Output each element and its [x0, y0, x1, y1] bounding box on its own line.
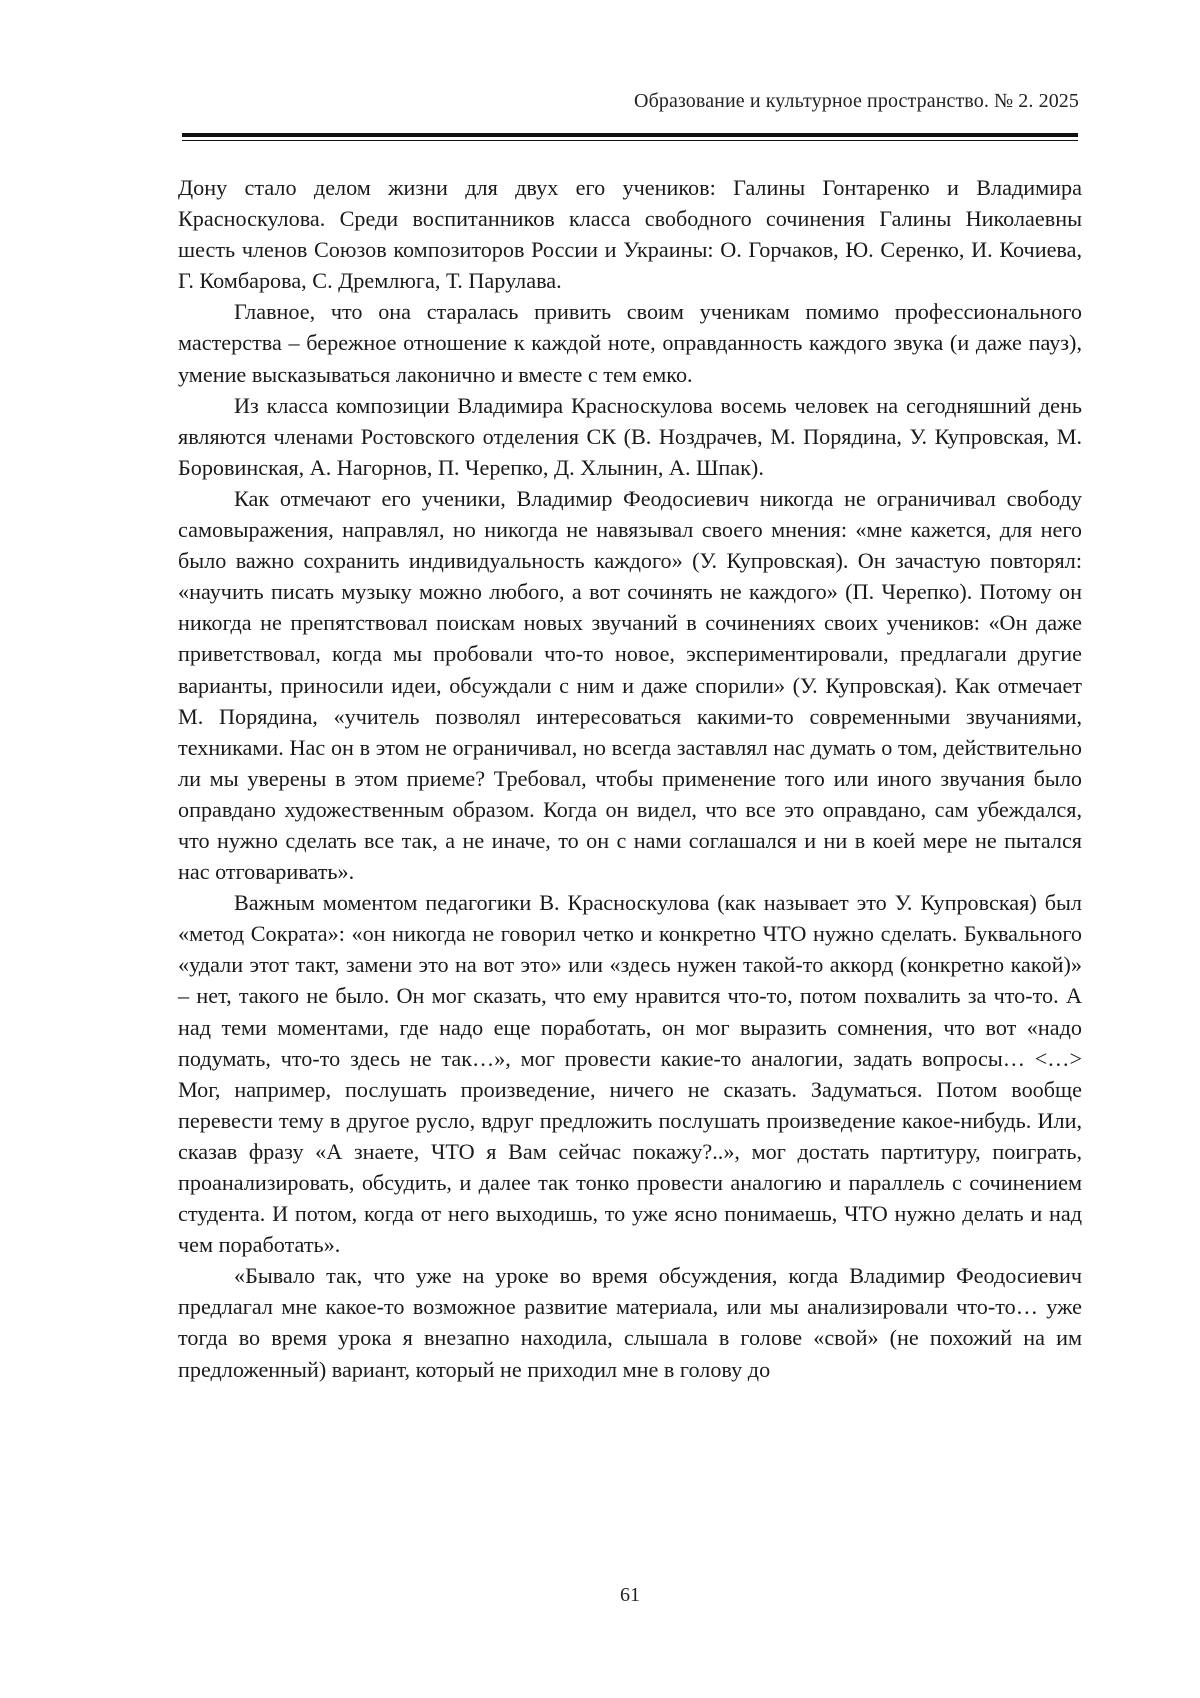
paragraph: «Бывало так, что уже на уроке во время обсуждения, когда Владимир Феодосиевич предлагал мне какое-то возможное развитие материала, или мы анализировали что-то… уже тогда во время урока я внезапно находила, слышала в голове «свой» (не похожий на им предложенный) вариант, который не приходил мне в голову до [178, 1263, 1082, 1382]
header-rule-thick [182, 133, 1078, 137]
running-header: Образование и культурное пространство. № 2. 2025 [634, 90, 1079, 112]
header-rule-thin [182, 140, 1078, 141]
paragraph: Важным моментом педагогики В. Красноскулова (как называет это У. Купровская) был «метод Сократа»: «он никогда не говорил четко и конкретно ЧТО нужно сделать. Буквального «удали этот такт, замени это на вот это» или «здесь нужен такой-то аккорд (конкретно какой)» – нет, такого не было. Он мог сказать, что ему нравится что-то, потом похвалить за что-то. А над теми моментами, где надо еще поработать, он мог выразить сомнения, что вот «надо подумать, что-то здесь не так…», мог провести какие-то аналогии, задать вопросы… <…> Мог, например, послушать произведение, ничего не сказать. Задуматься. Потом вообще перевести тему в другое русло, вдруг предложить послушать произведение какое-нибудь. Или, сказав фразу «А знаете, ЧТО я Вам сейчас покажу?..», мог достать партитуру, поиграть, проанализировать, обсудить, и далее так тонко провести аналогию и параллель с сочинением студента. И потом, когда от него выходишь, то уже ясно понимаешь, ЧТО нужно делать и над чем поработать». [178, 890, 1082, 1258]
paragraph: Как отмечают его ученики, Владимир Феодосиевич никогда не ограничивал свободу самовыражения, направлял, но никогда не навязывал своего мнения: «мне кажется, для него было важно сохранить индивидуальность каждого» (У. Купровская). Он зачастую повторял: «научить писать музыку можно любого, а вот сочинять не каждого» (П. Черепко). Потому он никогда не препятствовал поискам новых звучаний в сочинениях своих учеников: «Он даже приветствовал, когда мы пробовали что-то новое, экспериментировали, предлагали другие варианты, приносили идеи, обсуждали с ним и даже спорили» (У. Купровская). Как отмечает М. Порядина, «учитель позволял интересоваться какими-то современными звучаниями, техниками. Нас он в этом не ограничивал, но всегда заставлял нас думать о том, действительно ли мы уверены в этом приеме? Требовал, чтобы применение того или иного звучания было оправдано художественным образом. Когда он видел, что все это оправдано, сам убеждался, что нужно сделать все так, а не иначе, то он с нами соглашался и ни в коей мере не пытался нас отговаривать». [178, 485, 1082, 885]
paragraph: Из класса композиции Владимира Красноскулова восемь человек на сегодняшний день являются членами Ростовского отделения СК (В. Ноздрачев, М. Порядина, У. Купровская, М. Боровинская, А. Нагорнов, П. Черепко, Д. Хлынин, А. Шпак). [178, 392, 1082, 480]
article-body [178, 172, 1082, 1385]
paragraph-continuation: Дону стало делом жизни для двух его учеников: Галины Гонтаренко и Владимира Красноскулова. Среди воспитанников класса свободного сочинения Галины Николаевны шесть членов Союзов композиторов России и Украины: О. Горчаков, Ю. Серенко, И. Кочиева, Г. Комбарова, С. Дремлюга, Т. Парулава. [178, 175, 1082, 294]
paragraph: Главное, что она старалась привить своим ученикам помимо профессионального мастерства – бережное отношение к каждой ноте, оправданность каждого звука (и даже пауз), умение высказываться лаконично и вместе с тем емко. [178, 299, 1082, 387]
page-number: 61 [620, 1584, 640, 1606]
